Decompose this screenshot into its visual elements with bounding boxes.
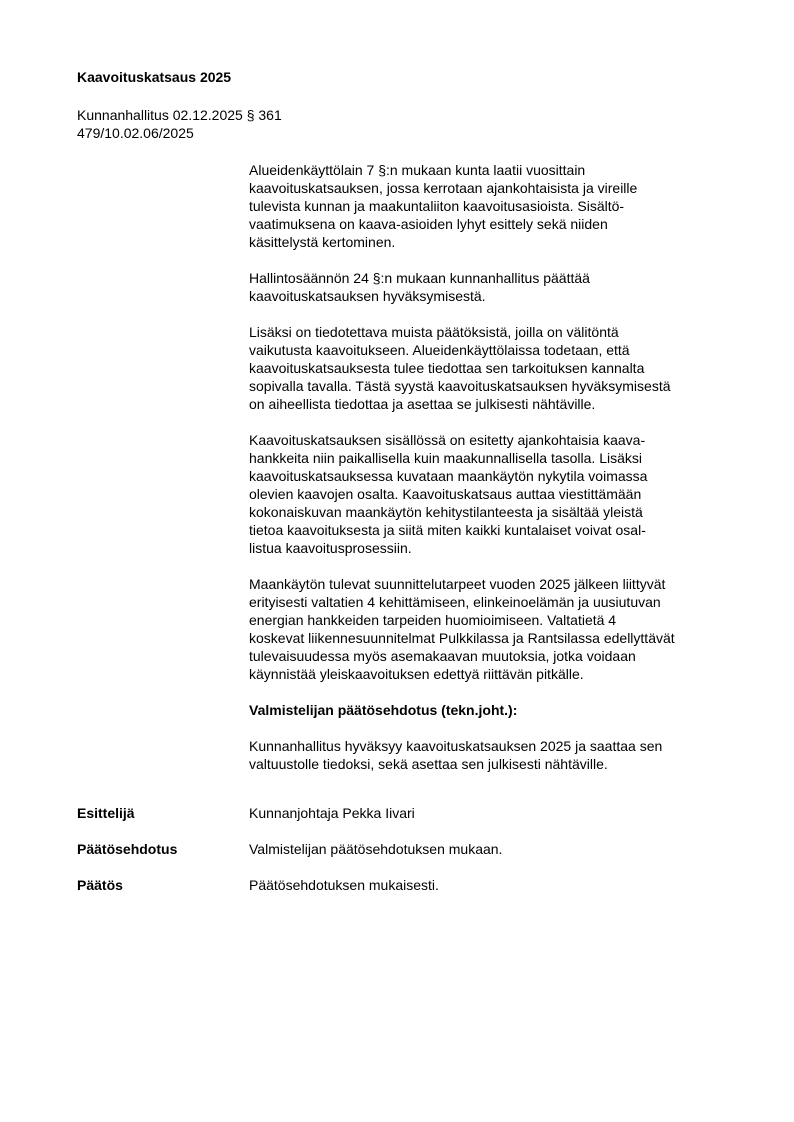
decision-section <box>77 804 741 912</box>
body-paragraph: Hallintosäännön 24 §:n mukaan kunnanhallitus päättää kaavoituskatsauksen hyväksymisestä. <box>249 270 590 304</box>
decision-label: Päätös <box>77 877 123 893</box>
record-number: 479/10.02.06/2025 <box>77 125 194 141</box>
body-paragraph: Alueidenkäyttölain 7 §:n mukaan kunta laatii vuosittain kaavoituskatsauksen, jossa kerrotaan ajankohtaisista ja vireille tulevista kunnan ja maakuntaliiton kaavoitusasioista. Sisältö- vaatimuksena on kaava-asioiden lyhyt esittely sekä niiden käsittelystä kertominen. <box>249 162 638 250</box>
document-meta <box>77 106 282 142</box>
decision-label: Esittelijä <box>77 805 135 821</box>
document-body <box>249 161 741 791</box>
decision-value: Valmistelijan päätösehdotuksen mukaan. <box>249 841 503 857</box>
document-title: Kaavoituskatsaus 2025 <box>77 69 232 85</box>
decision-label: Päätösehdotus <box>77 841 178 857</box>
decision-row-proposal <box>77 840 741 858</box>
proposal-heading: Valmistelijan päätösehdotus (tekn.joht.): <box>249 702 518 718</box>
meeting-reference: Kunnanhallitus 02.12.2025 § 361 <box>77 107 282 123</box>
decision-value: Päätösehdotuksen mukaisesti. <box>249 877 439 893</box>
body-paragraph: Kaavoituskatsauksen sisällössä on esitetty ajankohtaisia kaava- hankkeita niin paikallisella kuin maakunnallisella tasolla. Lisäksi kaavoituskatsauksessa kuvataan maankäytön nykytila voimassa olevien kaavojen osalta. Kaavoituskatsaus auttaa viestittämään kokonaiskuvan maankäytön kehitystilanteesta ja sisältää yleistä tietoa kaavoituksesta ja siitä miten kaikki kuntalaiset voivat osal- listua kaavoitusprosessiin. <box>249 432 648 556</box>
decision-value: Kunnanjohtaja Pekka Iivari <box>249 805 415 821</box>
decision-row-presenter <box>77 804 741 822</box>
decision-row-decision <box>77 876 741 894</box>
proposal-text: Kunnanhallitus hyväksyy kaavoituskatsauksen 2025 ja saattaa sen valtuustolle tiedoksi, sekä asettaa sen julkisesti nähtäville. <box>249 738 663 772</box>
body-paragraph: Lisäksi on tiedotettava muista päätöksistä, joilla on välitöntä vaikutusta kaavoitukseen. Alueidenkäyttölaissa todetaan, että kaavoituskatsauksesta tulee tiedottaa sen tarkoituksen kannalta sopivalla tavalla. Tästä syystä kaavoituskatsauksen hyväksymisestä on aiheellista tiedottaa ja asettaa se julkisesti nähtäville. <box>249 324 671 412</box>
body-paragraph: Maankäytön tulevat suunnittelutarpeet vuoden 2025 jälkeen liittyvät erityisesti valtatien 4 kehittämiseen, elinkeinoelämän ja uusiutuvan energian hankkeiden tarpeiden huomioimiseen. Valtatietä 4 koskevat liikennesuunnitelmat Pulkkilassa ja Rantsilassa edellyttävät tulevaisuudessa myös asemakaavan muutoksia, jotka voidaan käynnistää yleiskaavoituksen edettyä riittävän pitkälle. <box>249 576 675 682</box>
